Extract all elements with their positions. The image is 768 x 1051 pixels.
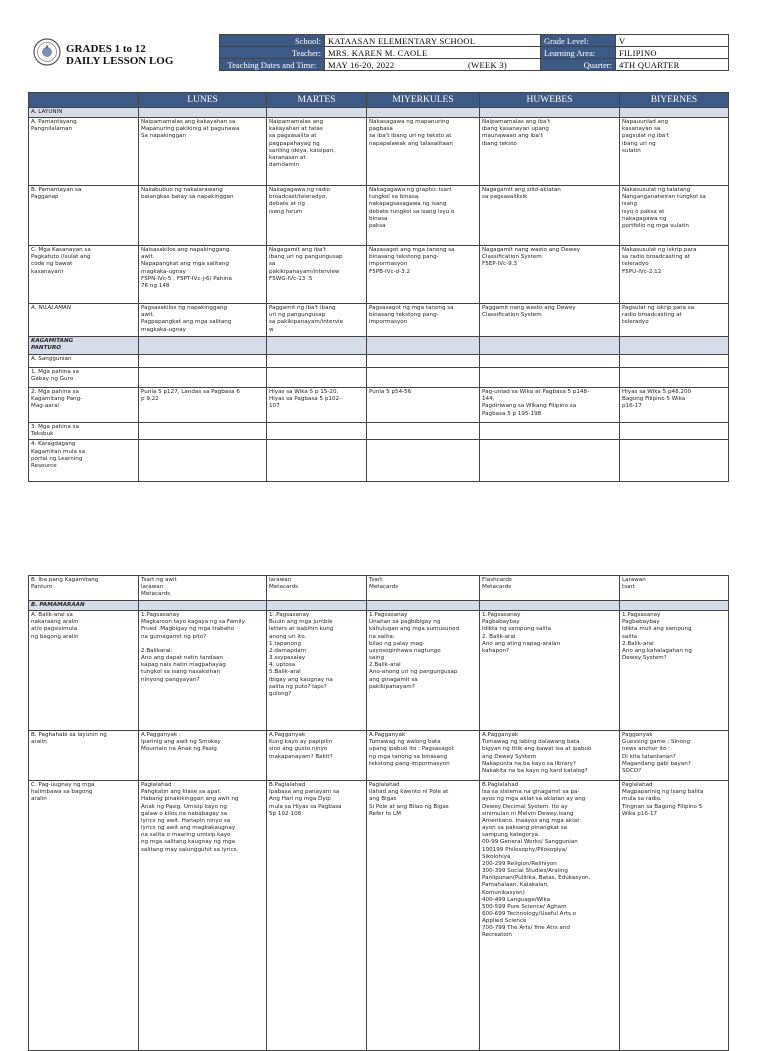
- day-cell: Nagagamit ang silid-aklatan sa pagsasaliksik: [480, 186, 620, 246]
- day-cell: B.Paglalahad Ipabasa ang panayam sa Ang Hari ng mga Dyip mula sa Hiyas sa Pagbasa 5p 102-108.: [267, 781, 367, 1051]
- day-header: MIYERKULES: [367, 93, 480, 108]
- day-cell: [620, 355, 729, 368]
- day-cell: [267, 440, 367, 482]
- lesson-row: [29, 108, 729, 118]
- deped-seal-icon: [33, 38, 61, 66]
- day-cell: Pagganyak Guessing game ; Sinong news anchor ito : Di kita tatantanan? Magandang gabi bayan? SOCO?: [620, 731, 729, 781]
- day-cell: [480, 423, 620, 440]
- day-cell: 1.Pagsasanay Pagbabaybay Idikta muli ang sampung salita 2.Balik-aral Ano ang kahalagahan ng Dewey System?: [620, 611, 729, 731]
- day-cell: [480, 601, 620, 611]
- week-value: (WEEK 3): [468, 59, 507, 70]
- row-label: KAGAMITANG PANTURO: [29, 337, 139, 355]
- day-cell: Naipamamalas ang kakayahan sa Mapanuring pakikinig at pagunawa Sa napakinggan: [139, 118, 267, 186]
- row-label: B. PAMAMARAAN: [29, 601, 139, 611]
- day-cell: Pag-unlad sa Wika at Pagbasa 5 p148- 144, Pagdiriwang sa Wikang Filipino sa Pagbasa 5 p 195-198: [480, 388, 620, 423]
- day-cell: [620, 108, 729, 118]
- day-cell: Nakasusulat ng talatang Nanganganatwiran tungkol sa isang isyu o paksa at nakagagawa ng portfolio ng mga sulatin: [620, 186, 729, 246]
- row-label: B. Paghahabi sa layunin ng aralin: [29, 731, 139, 781]
- day-cell: Paglalahad : Pangkatin ang klase sa apat. Habang pinakikinggan ang awit ng Anak ng Pasig. Umisip kayo ng galaw o kilos na nababagay sa lyrics ng awit. Hanapin ninyo sa lyrics ng awit ang magkakaugnay na salita o maaring umisip kayo ng mga salitang kaugnay ng mga salitang may salungguhit sa lyrics.: [139, 781, 267, 1051]
- day-cell: [139, 337, 267, 355]
- day-cell: 1.Pagsasanay Unahan sa pagbibigay ng kahulugan ang mga sumusunod na salita: bilao ng palay mag- usyosoginhawa nagtungo saing 2.Balik-aral Ano-anong uri ng pangungusap ang ginagamit sa pakikipanayam?: [367, 611, 480, 731]
- lesson-row: [29, 304, 729, 337]
- day-cell: [367, 601, 480, 611]
- header-info-table: [219, 34, 729, 71]
- row-label: A. LAYUNIN: [29, 108, 139, 118]
- lesson-row: [29, 388, 729, 423]
- row-label: 3. Mga pahina sa Teksbuk: [29, 423, 139, 440]
- school-value: KATAASAN ELEMENTARY SCHOOL: [325, 35, 541, 47]
- day-cell: [267, 337, 367, 355]
- day-cell: Pagsulat ng iskrip para sa radio broadcasting at teleradyo: [620, 304, 729, 337]
- row-label: 1. Mga pahina sa Gabay ng Guro: [29, 368, 139, 388]
- day-cell: Paglalahad Magpaparinig ng isang balita mula sa radio. Tingnan sa Bagong Filipino 5 Wika p16-17: [620, 781, 729, 1051]
- title-line2: DAILY LESSON LOG: [66, 55, 174, 67]
- day-cell: [267, 108, 367, 118]
- day-cell: [267, 601, 367, 611]
- teacher-value: MRS. KAREN M. CAOLE: [325, 47, 541, 59]
- day-cell: [367, 108, 480, 118]
- area-value: FILIPINO: [616, 47, 729, 59]
- dates-cell: [325, 59, 541, 71]
- lesson-row: [29, 731, 729, 781]
- day-cell: [480, 355, 620, 368]
- day-cell: [367, 423, 480, 440]
- day-cell: [139, 368, 267, 388]
- day-cell: Nakasagawa ng mapanuring pagbasa sa iba't ibang uri ng teksto at napapalawak ang talasalitaan: [367, 118, 480, 186]
- day-cell: Naipamamalas ang kakayahan at tatas sa pagsasalita at pagpapahayag ng sariling ideya, kaisipan, karanasan at damdamin: [267, 118, 367, 186]
- day-cell: Paggamit ng iba't ibang uri ng pangungusap sa pakikipanayam/intervie w: [267, 304, 367, 337]
- day-cell: [367, 337, 480, 355]
- day-cell: [620, 368, 729, 388]
- day-cell: [139, 440, 267, 482]
- row-label: C. Pag-uugnay ng mga halimbawa sa bagong aralin: [29, 781, 139, 1051]
- dates-label: Teaching Dates and Time:: [220, 59, 325, 71]
- day-cell: Nakabubuo ng nakalarawang balangkas batay sa napakinggan: [139, 186, 267, 246]
- day-cell: [367, 368, 480, 388]
- day-cell: B.Paglalahad Isa sa sistema na ginagamit sa pa- ayos ng mga aklat sa aklatan ay ang Dewey Decimal System. Ito ay sinimulan ni Melvin Dewey,isang Amerikano. Inaayos ang mga aklat ayon sa paksang pinangkat sa sampung kategorya. 00-99 General Works/ Sanggunian 100199 Philosophy/Pilosopiya/ Sikolohiya 200-299 Religion/Relihiyon 300-399 Social Studies/Araling Panlipunan(Pulitika, Batas, Edukasyon, Pamahalaan, Kalakalan, Komunikasyon) 400-499 Language/Wika 500-599 Pure Science/ Agham 600-699 Technology/Useful Arts o Applied Science 700-799 The Arts/ fine Atrs and Recreation: [480, 781, 620, 1051]
- day-cell: Nakasusulat ng iskrip para sa radio broadcasting at teleradyo F5PU-IVc-2.12: [620, 246, 729, 304]
- day-cell: [367, 355, 480, 368]
- day-cell: [139, 423, 267, 440]
- lesson-row: [29, 423, 729, 440]
- day-cell: [480, 337, 620, 355]
- day-cell: [139, 355, 267, 368]
- lesson-row: [29, 118, 729, 186]
- day-cell: Naipamamalas ang iba't ibang kasanayan upang maunawaan ang iba't ibang teksto: [480, 118, 620, 186]
- row-label: C. Mga Kasanayan sa Pagkatuto (Isulat ang code ng bawat kasanayan): [29, 246, 139, 304]
- day-cell: [367, 440, 480, 482]
- day-cell: Nasasagot ang mga tanong sa binasang tekstong pang- impormasyon F5PB-IVc-d-3.2: [367, 246, 480, 304]
- row-label: 4. Karagdagang Kagamitan mula sa portal ng Learning Resource: [29, 440, 139, 482]
- day-header: HUWEBES: [480, 93, 620, 108]
- day-header: LUNES: [139, 93, 267, 108]
- grade-value: V: [616, 35, 729, 47]
- lesson-row: [29, 337, 729, 355]
- row-label: A. Sanggunian: [29, 355, 139, 368]
- document-title: [66, 43, 173, 67]
- row-label: A. Pamantayang Pangnilalaman: [29, 118, 139, 186]
- day-header: MARTES: [267, 93, 367, 108]
- area-label: Learning Area:: [541, 47, 616, 59]
- lesson-row: [29, 355, 729, 368]
- lesson-row: [29, 576, 729, 601]
- lesson-table-part1: [28, 92, 729, 482]
- day-cell: Hiyas sa Wika 5 p 15-20, Hiyas sa Pagbasa 5 p102- 107: [267, 388, 367, 423]
- day-cell: [480, 368, 620, 388]
- lesson-row: [29, 368, 729, 388]
- school-label: School:: [220, 35, 325, 47]
- row-label: B. Pamantayan sa Pagganap: [29, 186, 139, 246]
- grade-label: Grade Level:: [541, 35, 616, 47]
- day-cell: larawan Metacards: [267, 576, 367, 601]
- day-cell: Flashcards Metacards: [480, 576, 620, 601]
- day-header: BIYERNES: [620, 93, 729, 108]
- lesson-row: [29, 611, 729, 731]
- corner-cell: [29, 93, 139, 108]
- day-cell: A.Pagganyak Tumawag ng walong bata upang ipabuo ito : Pagsasagot ng mga tanong sa binasang tekstong pang-impormasyon: [367, 731, 480, 781]
- day-cell: [267, 368, 367, 388]
- day-cell: Nakagagawa ng radio broadcast/teleradyo, debate at ng isang forum: [267, 186, 367, 246]
- lesson-row: [29, 186, 729, 246]
- day-cell: A.Pagganyak Tumawag ng labing dalawang bata bigyan ng titik ang bawat isa at ipabuo ang Dewey System Nakapunta na ba kayo sa library? Nakakita na ba kayo ng kard katalog?: [480, 731, 620, 781]
- day-cell: Punla 5 p127, Landas sa Pagbasa 6 p 9,22: [139, 388, 267, 423]
- day-cell: [139, 601, 267, 611]
- lesson-row: [29, 246, 729, 304]
- day-cell: Paggamit nang wasto ang Dewey Classification System: [480, 304, 620, 337]
- row-label: A. Balik-aral sa nakaraang aralin at/o pagsisimula ng bagong aralin: [29, 611, 139, 731]
- dates-value: MAY 16-20, 2022: [328, 59, 395, 70]
- lesson-row: [29, 781, 729, 1051]
- day-cell: [620, 423, 729, 440]
- row-label: B. Iba pang Kagamitang Panturo: [29, 576, 139, 601]
- day-cell: [620, 337, 729, 355]
- day-cell: 1.Pagsasanay Magkaroon tayo kagaya ng sa Family Frued .Magbigay ng mga trabaho na gumagamit ng pito? 2.Balikaral: Ano ang dapat natin tandaan kapag nais natin magpahayag tungkol sa isang nasaksihan ninyong pangyayari?: [139, 611, 267, 731]
- quarter-value: 4TH QUARTER: [616, 59, 729, 71]
- day-cell: Nagagamit nang wasto ang Dewey Classification System F5EP-IVc-9.3: [480, 246, 620, 304]
- day-cell: Paglalahad Ilahad ang kwento ni Pole at ang Bigas Si Pole at ang Bilao ng Bigas Refer to LM: [367, 781, 480, 1051]
- day-cell: Hiyas sa Wika 5 p48,200 Bagong Filipino 5 Wika p16-17: [620, 388, 729, 423]
- row-label: 2. Mga pahina sa Kagamitang Pang- Mag-aaral: [29, 388, 139, 423]
- day-cell: Tsart Metacards: [367, 576, 480, 601]
- day-cell: [267, 355, 367, 368]
- lesson-row: [29, 601, 729, 611]
- day-cell: [139, 108, 267, 118]
- day-cell: Napauunlad ang kasanayan sa pagsulat ng iba't ibang uri ng sulatin: [620, 118, 729, 186]
- day-cell: [480, 440, 620, 482]
- day-cell: Pagsasakilos ng napakinggang awit. Pagpapangkat ang mga salitang magkaka-ugnay: [139, 304, 267, 337]
- day-cell: Nakagagawa ng graphic tsart tungkol sa binasa, nakapagsasagawa ng isang debate tungkol sa isang isyu o binasa paksa: [367, 186, 480, 246]
- lesson-row: [29, 440, 729, 482]
- day-cell: 1.Pagsasanay Pagbabaybay Idikta ng sampung salita 2. Balik-aral Ano ang ating napag-aralan kahapon?: [480, 611, 620, 731]
- day-cell: [480, 108, 620, 118]
- day-cell: A.Pagganyak : Iparinig ang awit ng Smokey Mountain na Anak ng Pasig: [139, 731, 267, 781]
- day-cell: Nagagamit ang iba't ibang uri ng pangungusap sa pakikipanayam/interview F5WG-IVc-13 .5: [267, 246, 367, 304]
- lesson-table-part2: [28, 575, 729, 1051]
- day-cell: [620, 440, 729, 482]
- day-cell: [267, 423, 367, 440]
- day-cell: A.Pagganyak Kung kayo ay papipilin sino ang gusto ninyo makapanayam? Bakit?: [267, 731, 367, 781]
- row-label: A. NILALAMAN: [29, 304, 139, 337]
- title-line1: GRADES 1 to 12: [66, 43, 146, 55]
- day-cell: Pagsasagot ng mga tanong sa binasang tekstong pang- impormasyon: [367, 304, 480, 337]
- teacher-label: Teacher:: [220, 47, 325, 59]
- day-cell: Tsart ng awit larawan Metacards: [139, 576, 267, 601]
- quarter-label: Quarter:: [541, 59, 616, 71]
- day-cell: 1..Pagsasanay Buuin ang mga jumble letters at isabihin kung anong uri ito. 1.tapanong 2.damapdam 3.ssypasalay 4. uptosa 5.Balik-aral Ibigay ang kaugnay na salita ng puto? Iaps? gulong?: [267, 611, 367, 731]
- day-cell: Punla 5 p54-56: [367, 388, 480, 423]
- day-cell: Larawan tsart: [620, 576, 729, 601]
- day-cell: Naisasakilos ang napakinggang awit. Napapangkat ang mga salitang magkaka-ugnay F5PN-IVc-5 , F5PT-IVc-j-6/ Pahina 76 ng 148: [139, 246, 267, 304]
- day-cell: [620, 601, 729, 611]
